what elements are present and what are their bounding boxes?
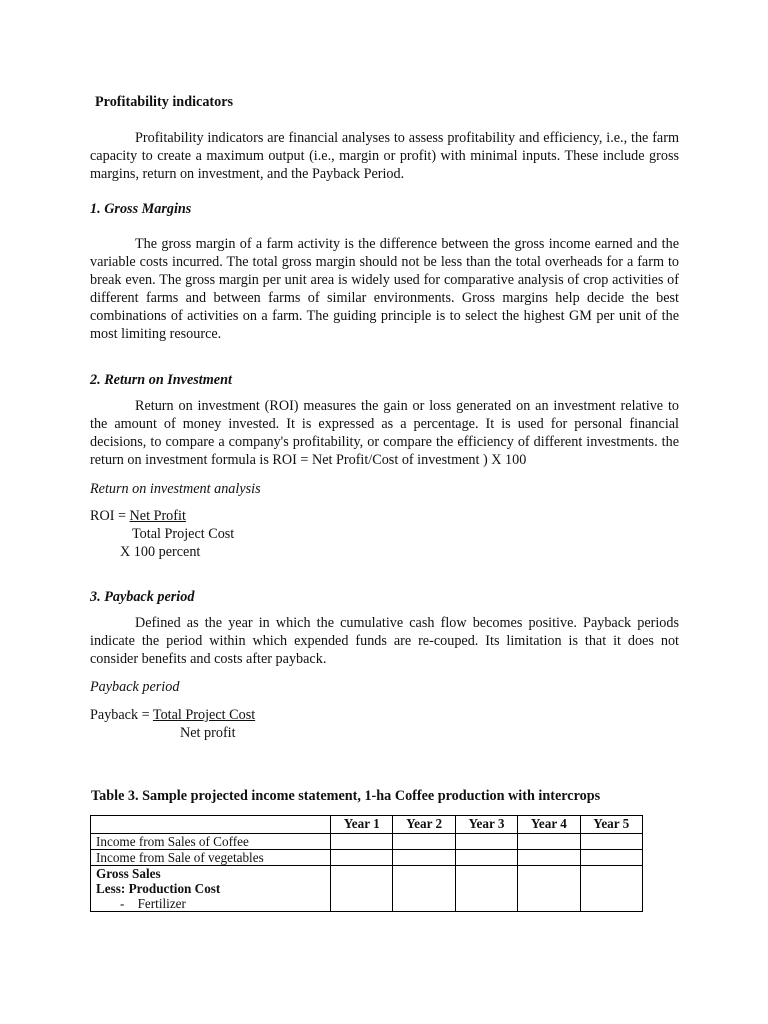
payback-heading: 3. Payback period <box>90 589 195 605</box>
row-label-group <box>91 866 331 912</box>
row-label-less-production: Less: Production Cost <box>96 881 221 896</box>
table-cell <box>455 850 517 866</box>
roi-formula-lhs: ROI = <box>90 508 130 524</box>
table-cell <box>580 834 642 850</box>
table-row <box>91 834 643 850</box>
table-cell <box>455 834 517 850</box>
roi-formula-numerator: Net Profit <box>129 508 186 524</box>
table-cell <box>393 850 455 866</box>
table-cell <box>580 866 642 912</box>
table-cell <box>331 850 393 866</box>
year-header: Year 5 <box>580 816 642 834</box>
payback-paragraph: Defined as the year in which the cumulative cash flow becomes positive. Payback periods indicate the period within which expended funds are re-couped. Its limitation is that it does not consider benefits and costs after payback. <box>90 615 679 667</box>
table-cell <box>455 866 517 912</box>
payback-formula-denominator: Net profit <box>180 725 236 741</box>
payback-analysis-label: Payback period <box>90 679 180 695</box>
table-cell <box>518 866 580 912</box>
payback-formula-numerator: Total Project Cost <box>152 707 256 723</box>
row-label-fertilizer: Fertilizer <box>137 896 186 911</box>
year-header: Year 4 <box>518 816 580 834</box>
payback-formula <box>90 706 390 742</box>
year-header: Year 3 <box>455 816 517 834</box>
gross-margins-heading: 1. Gross Margins <box>90 201 192 217</box>
roi-formula-multiplier: X 100 percent <box>120 544 201 560</box>
year-header: Year 2 <box>393 816 455 834</box>
table-cell <box>518 834 580 850</box>
table-cell <box>393 866 455 912</box>
table-cell <box>393 834 455 850</box>
row-label-gross-sales: Gross Sales <box>96 866 161 881</box>
fertilizer-bullet: - <box>120 896 125 911</box>
table-cell <box>331 834 393 850</box>
roi-formula <box>90 507 390 561</box>
page-title: Profitability indicators <box>95 94 234 110</box>
table-cell <box>331 866 393 912</box>
table-cell <box>518 850 580 866</box>
income-statement-table <box>90 815 643 912</box>
table-header-blank <box>91 816 331 834</box>
table-row <box>91 850 643 866</box>
roi-analysis-label: Return on investment analysis <box>90 481 261 497</box>
row-label-coffee: Income from Sales of Coffee <box>91 834 331 850</box>
payback-formula-lhs: Payback = <box>90 707 153 723</box>
table-cell <box>580 850 642 866</box>
table-header-row <box>91 816 643 834</box>
roi-formula-denominator: Total Project Cost <box>132 526 235 542</box>
gross-margins-paragraph: The gross margin of a farm activity is the difference between the gross income earned and the variable costs incurred. The total gross margin should not be less than the total overheads for a farm to break even. The gross margin per unit area is widely used for comparative analysis of crop activities of different farms and between farms of similar environments. Gross margins help decide the best combinations of activities on a farm. The guiding principle is to select the highest GM per unit of the most limiting resource. <box>90 236 679 342</box>
roi-paragraph: Return on investment (ROI) measures the gain or loss generated on an investment relative to the amount of money invested. It is expressed as a percentage. It is used for personal financial decisions, to compare a company's profitability, or compare the efficiency of different investments. the return on investment formula is ROI = Net Profit/Cost of investment ) X 100 <box>90 398 679 468</box>
table-caption: Table 3. Sample projected income statement, 1-ha Coffee production with intercrops <box>91 788 601 804</box>
row-label-vegetables: Income from Sale of vegetables <box>91 850 331 866</box>
table-row <box>91 866 643 912</box>
intro-paragraph: Profitability indicators are financial analyses to assess profitability and efficiency, i.e., the farm capacity to create a maximum output (i.e., margin or profit) with minimal inputs. These include gross margins, return on investment, and the Payback Period. <box>90 130 679 182</box>
roi-heading: 2. Return on Investment <box>90 372 232 388</box>
year-header: Year 1 <box>331 816 393 834</box>
row-label-fertilizer-line <box>96 896 325 911</box>
